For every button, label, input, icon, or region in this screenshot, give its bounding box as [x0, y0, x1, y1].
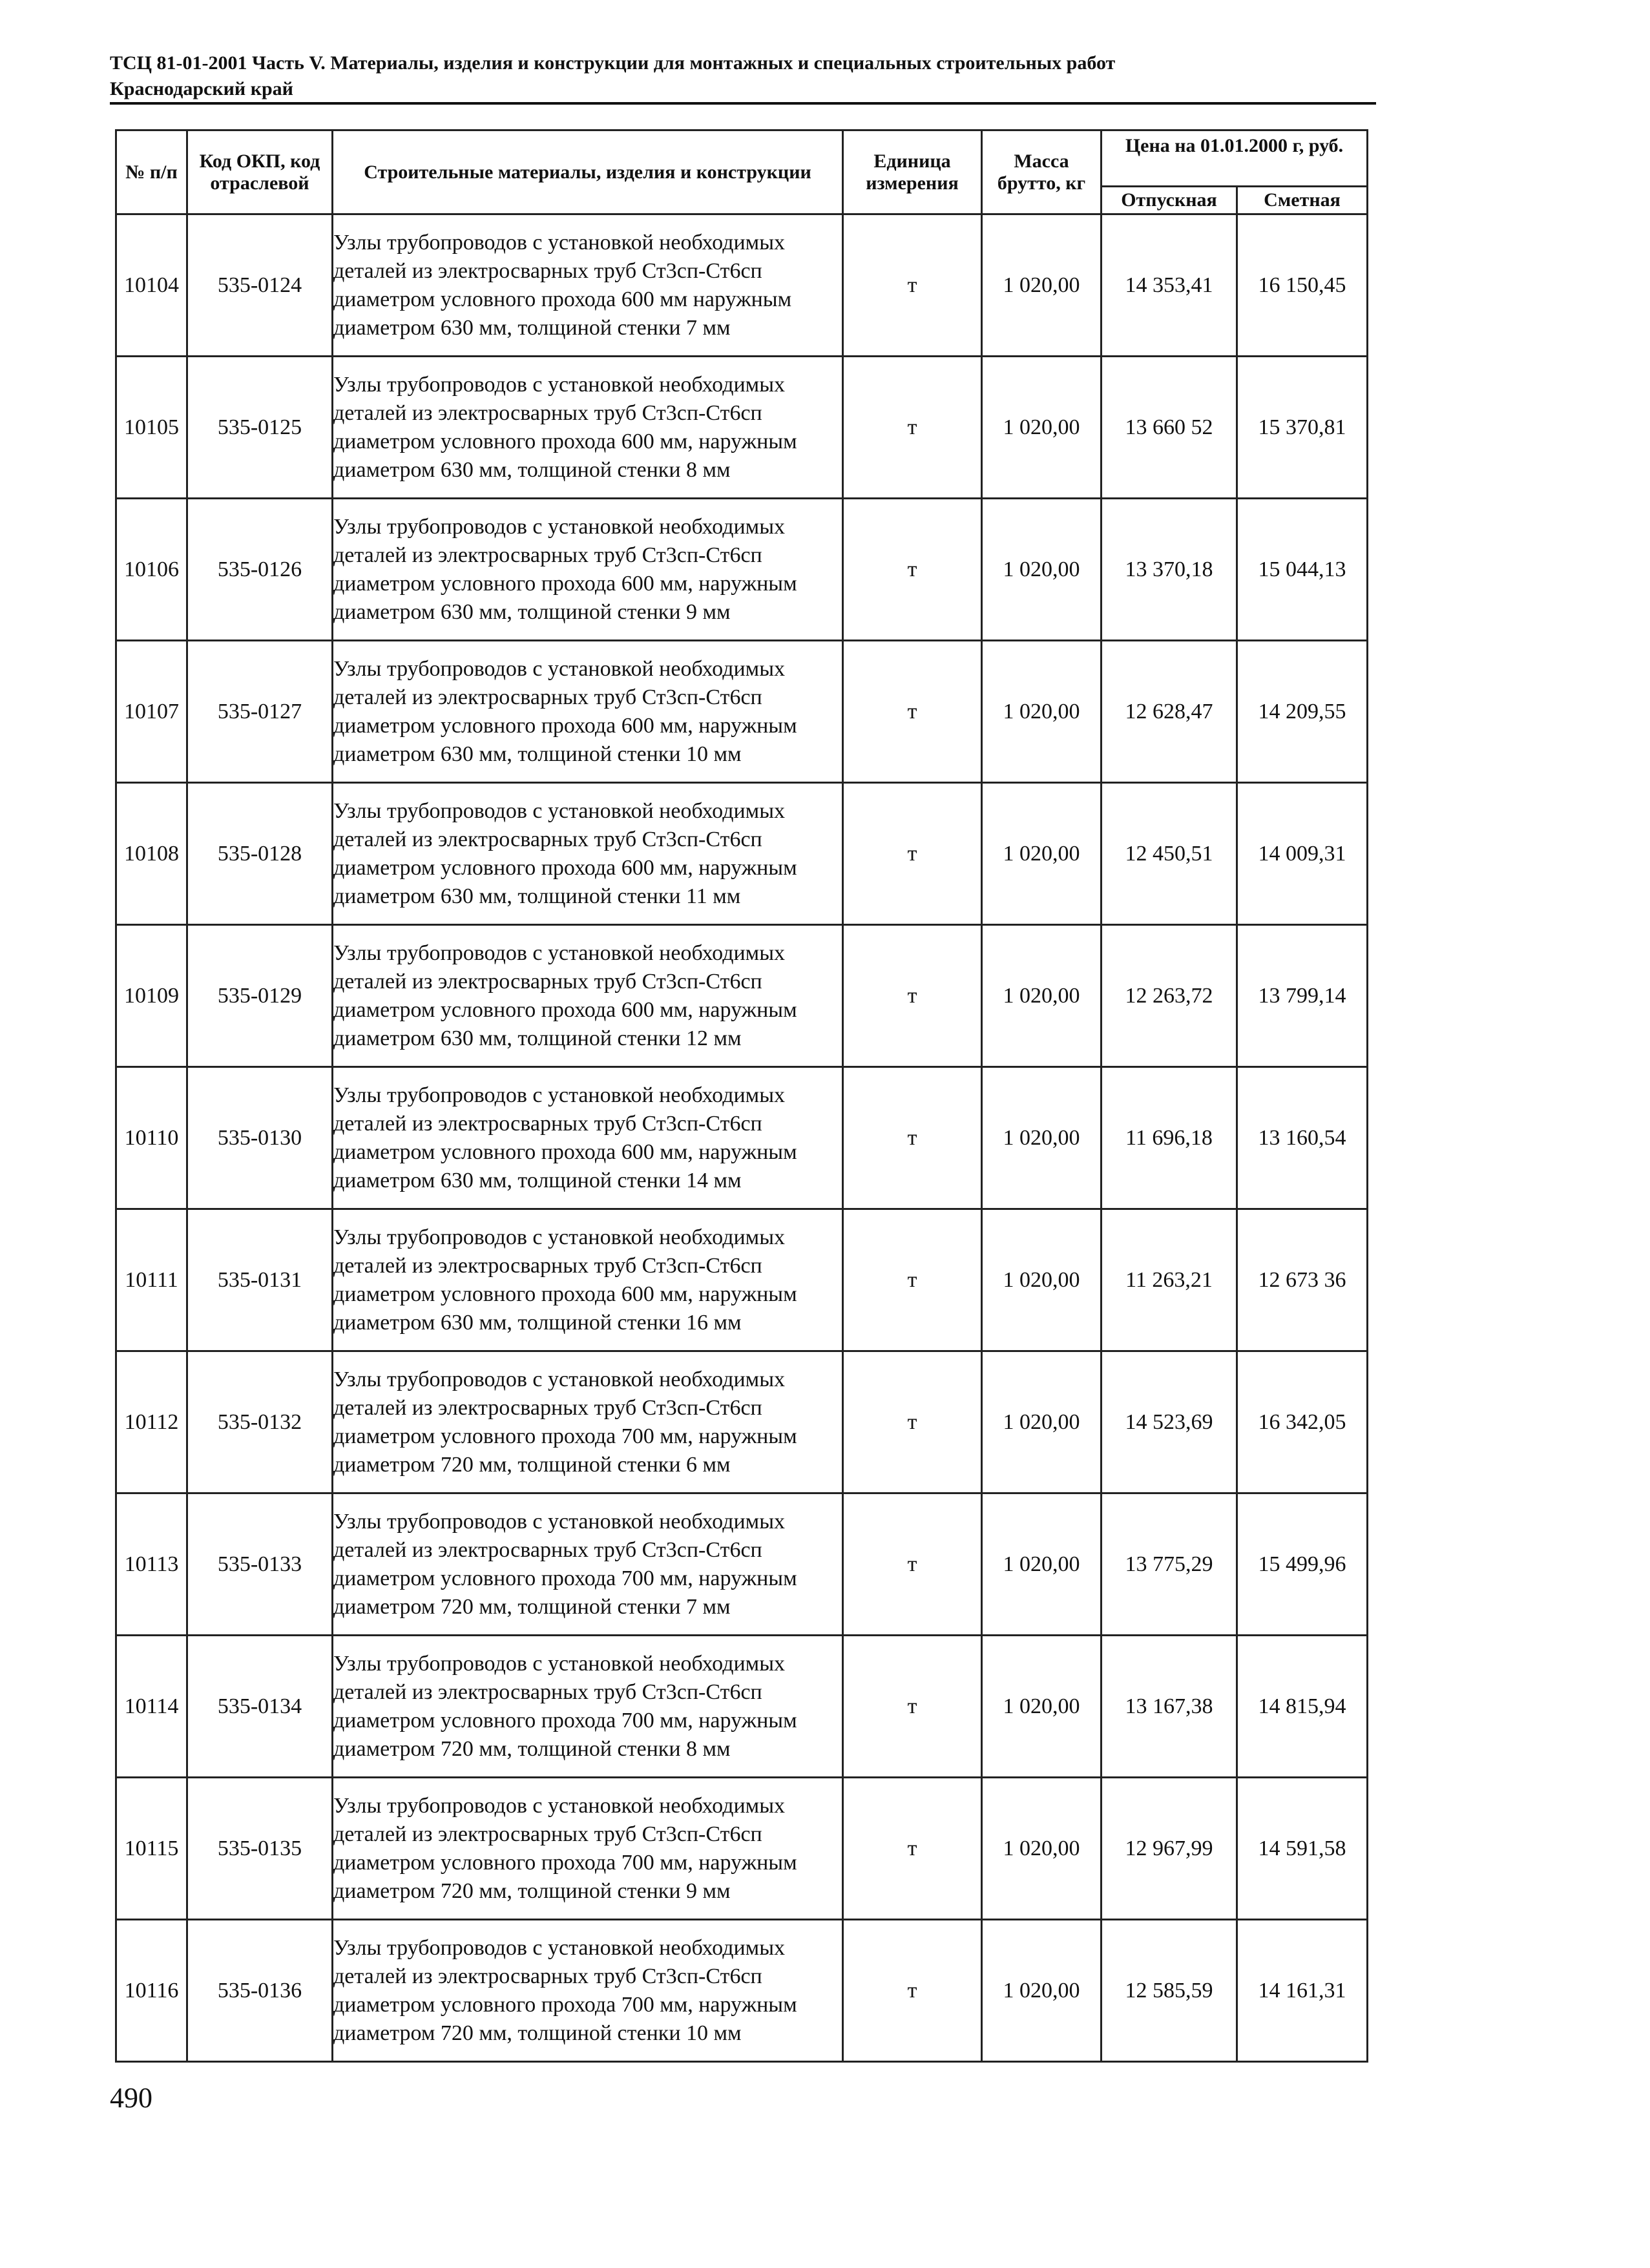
- gross-mass: 1 020,00: [982, 499, 1102, 641]
- material-description: Узлы трубопроводов с установкой необходимых деталей из электросварных труб Ст3сп-Ст6сп диаметром условного прохода 600 мм, наружным диаметром 630 мм, толщиной стенки 16 мм: [333, 1209, 843, 1351]
- col-header-price-release: Отпускная: [1102, 187, 1237, 214]
- estimate-price: 13 799,14: [1237, 925, 1368, 1067]
- okp-code: 535-0125: [187, 357, 333, 499]
- row-number: 10116: [116, 1920, 187, 2062]
- material-description: Узлы трубопроводов с установкой необходимых деталей из электросварных труб Ст3сп-Ст6сп диаметром условного прохода 700 мм, наружным диаметром 720 мм, толщиной стенки 8 мм: [333, 1636, 843, 1778]
- table-row: [116, 1493, 1368, 1636]
- material-description: Узлы трубопроводов с установкой необходимых деталей из электросварных труб Ст3сп-Ст6сп диаметром условного прохода 600 мм, наружным диаметром 630 мм, толщиной стенки 9 мм: [333, 499, 843, 641]
- estimate-price: 16 150,45: [1237, 214, 1368, 357]
- unit-of-measure: т: [843, 1636, 982, 1778]
- release-price: 12 263,72: [1102, 925, 1237, 1067]
- page-number: 490: [110, 2082, 152, 2114]
- okp-code: 535-0126: [187, 499, 333, 641]
- release-price: 14 353,41: [1102, 214, 1237, 357]
- gross-mass: 1 020,00: [982, 783, 1102, 925]
- estimate-price: 16 342,05: [1237, 1351, 1368, 1493]
- table-row: [116, 1209, 1368, 1351]
- material-description: Узлы трубопроводов с установкой необходимых деталей из электросварных труб Ст3сп-Ст6сп диаметром условного прохода 700 мм, наружным диаметром 720 мм, толщиной стенки 6 мм: [333, 1351, 843, 1493]
- material-description: Узлы трубопроводов с установкой необходимых деталей из электросварных труб Ст3сп-Ст6сп диаметром условного прохода 600 мм, наружным диаметром 630 мм, толщиной стенки 14 мм: [333, 1067, 843, 1209]
- unit-of-measure: т: [843, 1920, 982, 2062]
- gross-mass: 1 020,00: [982, 214, 1102, 357]
- material-description: Узлы трубопроводов с установкой необходимых деталей из электросварных труб Ст3сп-Ст6сп диаметром условного прохода 600 мм, наружным диаметром 630 мм, толщиной стенки 10 мм: [333, 641, 843, 783]
- gross-mass: 1 020,00: [982, 1351, 1102, 1493]
- unit-of-measure: т: [843, 641, 982, 783]
- gross-mass: 1 020,00: [982, 925, 1102, 1067]
- release-price: 12 450,51: [1102, 783, 1237, 925]
- col-header-num: № п/п: [116, 130, 187, 214]
- table-row: [116, 499, 1368, 641]
- region-name: Краснодарский край: [110, 78, 293, 99]
- release-price: 12 967,99: [1102, 1778, 1237, 1920]
- row-number: 10104: [116, 214, 187, 357]
- okp-code: 535-0135: [187, 1778, 333, 1920]
- estimate-price: 14 591,58: [1237, 1778, 1368, 1920]
- table-row: [116, 214, 1368, 357]
- table-row: [116, 783, 1368, 925]
- table-row: [116, 641, 1368, 783]
- release-price: 13 370,18: [1102, 499, 1237, 641]
- row-number: 10110: [116, 1067, 187, 1209]
- release-price: 13 167,38: [1102, 1636, 1237, 1778]
- unit-of-measure: т: [843, 783, 982, 925]
- page-header: [110, 50, 1525, 102]
- unit-of-measure: т: [843, 1778, 982, 1920]
- material-description: Узлы трубопроводов с установкой необходимых деталей из электросварных труб Ст3сп-Ст6сп диаметром условного прохода 600 мм, наружным диаметром 630 мм, толщиной стенки 11 мм: [333, 783, 843, 925]
- row-number: 10115: [116, 1778, 187, 1920]
- unit-of-measure: т: [843, 214, 982, 357]
- okp-code: 535-0129: [187, 925, 333, 1067]
- col-header-price-estimate: Сметная: [1237, 187, 1368, 214]
- col-header-code: Код ОКП, код отраслевой: [187, 130, 333, 214]
- okp-code: 535-0132: [187, 1351, 333, 1493]
- col-header-price-group: Цена на 01.01.2000 г, руб.: [1102, 130, 1368, 187]
- gross-mass: 1 020,00: [982, 641, 1102, 783]
- material-description: Узлы трубопроводов с установкой необходимых деталей из электросварных труб Ст3сп-Ст6сп диаметром условного прохода 600 мм, наружным диаметром 630 мм, толщиной стенки 8 мм: [333, 357, 843, 499]
- table-row: [116, 1778, 1368, 1920]
- unit-of-measure: т: [843, 1209, 982, 1351]
- unit-of-measure: т: [843, 1493, 982, 1636]
- col-header-name: Строительные материалы, изделия и конструкции: [333, 130, 843, 214]
- material-description: Узлы трубопроводов с установкой необходимых деталей из электросварных труб Ст3сп-Ст6сп диаметром условного прохода 700 мм, наружным диаметром 720 мм, толщиной стенки 9 мм: [333, 1778, 843, 1920]
- gross-mass: 1 020,00: [982, 1778, 1102, 1920]
- row-number: 10111: [116, 1209, 187, 1351]
- material-description: Узлы трубопроводов с установкой необходимых деталей из электросварных труб Ст3сп-Ст6сп диаметром условного прохода 600 мм наружным диаметром 630 мм, толщиной стенки 7 мм: [333, 214, 843, 357]
- gross-mass: 1 020,00: [982, 357, 1102, 499]
- row-number: 10113: [116, 1493, 187, 1636]
- table-body: [116, 214, 1368, 2062]
- unit-of-measure: т: [843, 357, 982, 499]
- okp-code: 535-0124: [187, 214, 333, 357]
- price-table: [115, 129, 1368, 2063]
- estimate-price: 15 370,81: [1237, 357, 1368, 499]
- release-price: 12 585,59: [1102, 1920, 1237, 2062]
- row-number: 10109: [116, 925, 187, 1067]
- okp-code: 535-0136: [187, 1920, 333, 2062]
- row-number: 10105: [116, 357, 187, 499]
- gross-mass: 1 020,00: [982, 1920, 1102, 2062]
- unit-of-measure: т: [843, 499, 982, 641]
- release-price: 13 775,29: [1102, 1493, 1237, 1636]
- okp-code: 535-0127: [187, 641, 333, 783]
- table-row: [116, 1920, 1368, 2062]
- material-description: Узлы трубопроводов с установкой необходимых деталей из электросварных труб Ст3сп-Ст6сп диаметром условного прохода 700 мм, наружным диаметром 720 мм, толщиной стенки 10 мм: [333, 1920, 843, 2062]
- release-price: 13 660 52: [1102, 357, 1237, 499]
- gross-mass: 1 020,00: [982, 1636, 1102, 1778]
- unit-of-measure: т: [843, 1067, 982, 1209]
- okp-code: 535-0133: [187, 1493, 333, 1636]
- okp-code: 535-0131: [187, 1209, 333, 1351]
- row-number: 10106: [116, 499, 187, 641]
- okp-code: 535-0134: [187, 1636, 333, 1778]
- okp-code: 535-0128: [187, 783, 333, 925]
- row-number: 10114: [116, 1636, 187, 1778]
- unit-of-measure: т: [843, 925, 982, 1067]
- header-divider: [110, 102, 1376, 105]
- gross-mass: 1 020,00: [982, 1209, 1102, 1351]
- estimate-price: 12 673 36: [1237, 1209, 1368, 1351]
- release-price: 11 263,21: [1102, 1209, 1237, 1351]
- material-description: Узлы трубопроводов с установкой необходимых деталей из электросварных труб Ст3сп-Ст6сп диаметром условного прохода 700 мм, наружным диаметром 720 мм, толщиной стенки 7 мм: [333, 1493, 843, 1636]
- table-row: [116, 925, 1368, 1067]
- release-price: 11 696,18: [1102, 1067, 1237, 1209]
- release-price: 14 523,69: [1102, 1351, 1237, 1493]
- row-number: 10108: [116, 783, 187, 925]
- estimate-price: 13 160,54: [1237, 1067, 1368, 1209]
- estimate-price: 15 044,13: [1237, 499, 1368, 641]
- estimate-price: 14 209,55: [1237, 641, 1368, 783]
- table-row: [116, 357, 1368, 499]
- estimate-price: 14 815,94: [1237, 1636, 1368, 1778]
- table-row: [116, 1636, 1368, 1778]
- row-number: 10107: [116, 641, 187, 783]
- material-description: Узлы трубопроводов с установкой необходимых деталей из электросварных труб Ст3сп-Ст6сп диаметром условного прохода 600 мм, наружным диаметром 630 мм, толщиной стенки 12 мм: [333, 925, 843, 1067]
- gross-mass: 1 020,00: [982, 1493, 1102, 1636]
- document-title: ТСЦ 81-01-2001 Часть V. Материалы, изделия и конструкции для монтажных и специальных строительных работ: [110, 52, 1116, 74]
- table-row: [116, 1351, 1368, 1493]
- row-number: 10112: [116, 1351, 187, 1493]
- estimate-price: 14 161,31: [1237, 1920, 1368, 2062]
- estimate-price: 14 009,31: [1237, 783, 1368, 925]
- release-price: 12 628,47: [1102, 641, 1237, 783]
- col-header-mass: Масса брутто, кг: [982, 130, 1102, 214]
- unit-of-measure: т: [843, 1351, 982, 1493]
- table-row: [116, 1067, 1368, 1209]
- col-header-unit: Единица измерения: [843, 130, 982, 214]
- okp-code: 535-0130: [187, 1067, 333, 1209]
- estimate-price: 15 499,96: [1237, 1493, 1368, 1636]
- gross-mass: 1 020,00: [982, 1067, 1102, 1209]
